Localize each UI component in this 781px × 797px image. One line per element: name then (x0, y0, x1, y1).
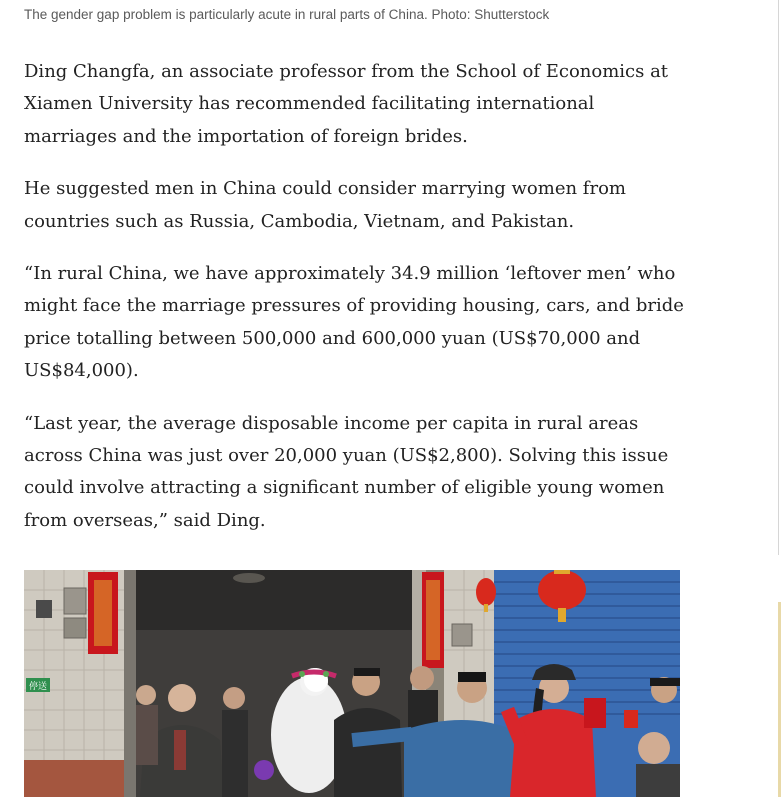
door-sign: 停送 (28, 682, 48, 692)
article-paragraph: He suggested men in China could consider marrying women from countries such as Russia, Cambodia, Vietnam, and Pakistan. (24, 178, 626, 232)
article-body (24, 56, 692, 557)
article-paragraph: Ding Changfa, an associate professor from the School of Economics at Xiamen University has recommended facilitating international marriages and the importation of foreign brides. (24, 61, 669, 147)
sidebar-divider (778, 0, 779, 555)
article-paragraph: “In rural China, we have approximately 34.9 million ‘leftover men’ who might face the marriage pressures of providing housing, cars, and bride price totalling between 500,000 and 600,000 yuan (US$70,000 and US$84,000). (24, 263, 684, 382)
article-paragraph: “Last year, the average disposable income per capita in rural areas across China was just over 20,000 yuan (US$2,800). Solving this issue could involve attracting a significant number of eligible young women from overseas,” said Ding. (24, 412, 669, 531)
image-caption: The gender gap problem is particularly acute in rural parts of China. Photo: Shutterstock (24, 7, 550, 22)
article-photo (24, 570, 680, 797)
